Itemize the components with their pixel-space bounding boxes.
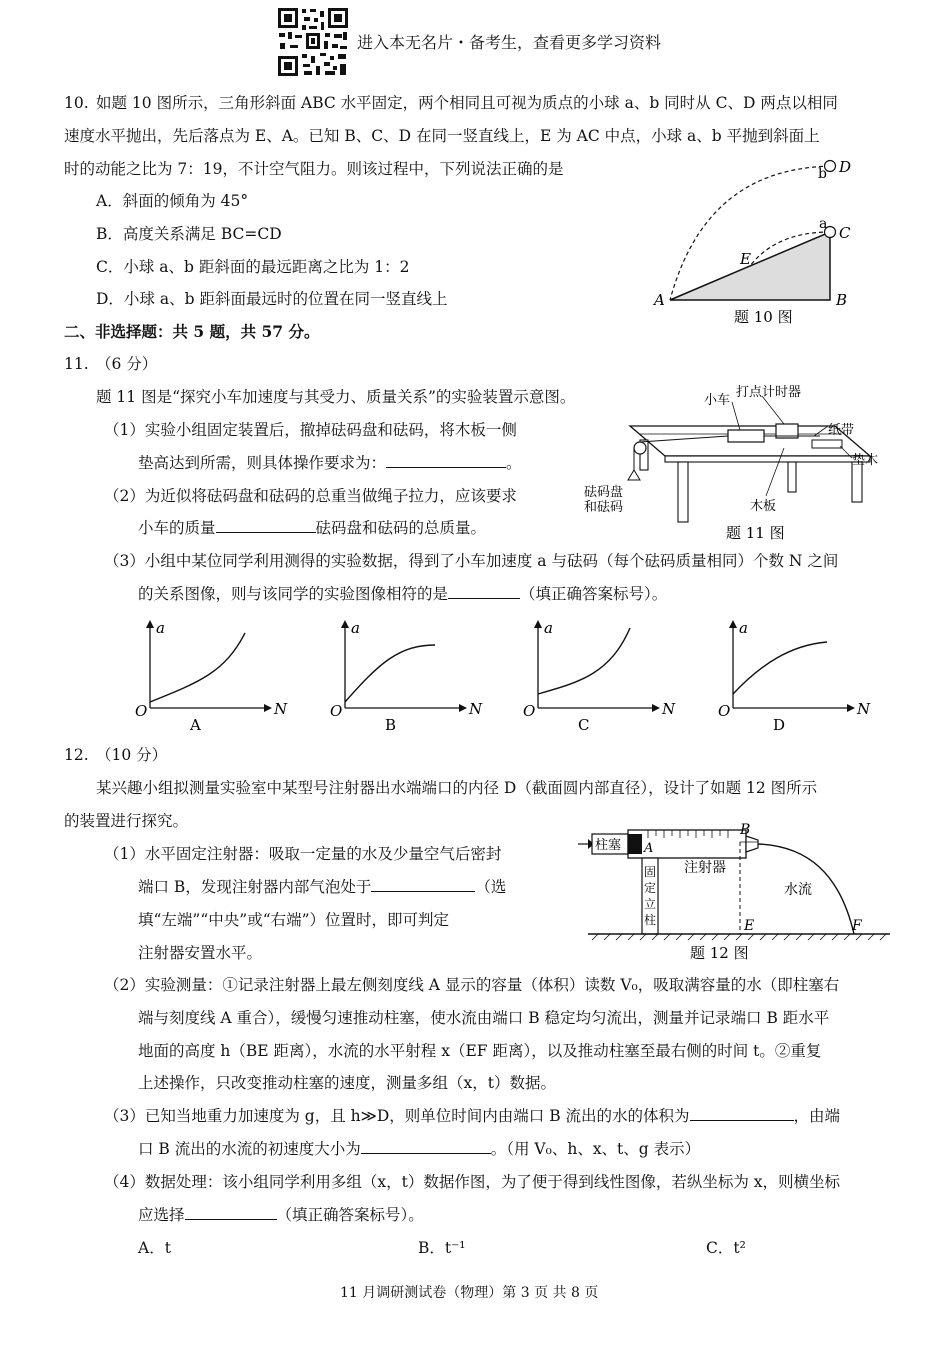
label-b-ball: b [818, 166, 827, 182]
q12-option-b[interactable]: B．t⁻¹ [418, 1239, 466, 1257]
graph-x-label: N [274, 700, 288, 718]
header-qr-label: 进入本无名片・备考生，查看更多学习资料 [357, 33, 662, 52]
graph-x-label: N [857, 700, 871, 718]
q12-blank-1[interactable] [371, 877, 475, 892]
label-tape: 纸带 [828, 423, 855, 438]
q10-option-a[interactable]: A．斜面的倾角为 45° [96, 192, 249, 210]
q12-intro-line2: 的装置进行探究。 [64, 812, 189, 830]
q12-part2-line3: 地面的高度 h（BE 距离），水流的水平射程 x（EF 距离），以及推动柱塞至最右侧的时间 t。②重复 [138, 1042, 822, 1060]
graph-x-label: N [662, 700, 676, 718]
q10-option-b[interactable]: B．高度关系满足 BC=CD [96, 225, 282, 243]
q11-part1-line2: 垫高达到所需，则具体操作要求为： 。 [138, 454, 522, 472]
graph-origin-label: O [135, 702, 148, 720]
x-axis-arrow [847, 704, 855, 712]
label-plunger: 柱塞 [595, 838, 622, 853]
label-board: 木板 [750, 499, 777, 514]
q12-part1-line1: （1）水平固定注射器：吸取一定量的水及少量空气后密封 [104, 845, 502, 863]
graph-option-label: B [385, 716, 397, 734]
label-car: 小车 [704, 393, 731, 408]
label-stand-4: 柱 [644, 913, 657, 927]
label-b: B [740, 822, 751, 838]
q11-score: （6 分） [96, 355, 158, 373]
q12-option-c[interactable]: C．t² [706, 1239, 746, 1257]
label-stand-1: 固 [644, 865, 657, 879]
q12-part2-line4: 上述操作，只改变推动柱塞的速度，测量多组（x，t）数据。 [138, 1074, 556, 1092]
label-syringe: 注射器 [684, 860, 726, 876]
q12-part4-line1: （4）数据处理：该小组同学利用多组（x，t）数据作图，为了便于得到线性图像，若纵坐标为 x，则横坐标 [104, 1173, 841, 1191]
q11-part1-line1: （1）实验小组固定装置后，撤掉砝码盘和砝码，将木板一侧 [104, 421, 517, 439]
graph-origin-label: O [330, 702, 343, 720]
q10-caption: 题 10 图 [734, 308, 793, 326]
label-stand-3: 立 [644, 897, 657, 911]
q10-option-c[interactable]: C．小球 a、b 距斜面的最远距离之比为 1：2 [96, 258, 410, 276]
q11-part3-line2: 的关系图像，则与该同学的实验图像相符的是 （填正确答案标号）。 [138, 585, 668, 603]
q10-option-d[interactable]: D．小球 a、b 距斜面最远时的位置在同一竖直线上 [96, 290, 448, 308]
q12-blank-3[interactable] [361, 1139, 491, 1154]
q12-part4-line2: 应选择 （填正确答案标号）。 [138, 1206, 424, 1224]
q12-figure [578, 822, 894, 964]
q11-intro: 题 11 图是“探究小车加速度与其受力、质量关系”的实验装置示意图。 [96, 388, 576, 406]
graph-y-label: a [739, 619, 748, 637]
graph-y-label: a [351, 619, 360, 637]
label-d: D [839, 158, 852, 176]
q12-part1-line4: 注射器安置水平。 [138, 944, 263, 962]
q12-blank-2[interactable] [690, 1106, 794, 1121]
q12-number: 12. [64, 746, 89, 764]
label-e: E [740, 250, 751, 268]
label-stream: 水流 [784, 882, 812, 898]
graph-option-label: C [578, 716, 590, 734]
q12-score: （10 分） [96, 746, 168, 764]
label-f: F [852, 918, 862, 934]
label-a: A [654, 291, 665, 309]
label-pad: 垫木 [852, 453, 879, 468]
q10-stem-line1: 如题 10 图所示，三角形斜面 ABC 水平固定，两个相同且可视为质点的小球 a、b 同时从 C、D 两点以相同 [96, 94, 838, 112]
label-c: C [839, 224, 851, 242]
q10-number: 10. [64, 94, 89, 112]
graph-y-label: a [544, 619, 553, 637]
q12-intro-line1: 某兴趣小组拟测量实验室中某型号注射器出水端端口的内径 D（截面圆内部直径），设计了如题 12 图所示 [96, 779, 818, 797]
graph-origin-label: O [523, 702, 536, 720]
q12-option-a[interactable]: A．t [138, 1239, 171, 1257]
graph-option-label: D [773, 716, 786, 734]
q11-part2-line1: （2）为近似将砝码盘和砝码的总重当做绳子拉力，应该要求 [104, 487, 517, 505]
label-timer: 打点计时器 [736, 385, 802, 400]
graph-x-label: N [469, 700, 483, 718]
label-a-ball: a [819, 216, 828, 232]
q12-part3-line2: 口 B 流出的水流的初速度大小为 。（用 V₀、h、x、t、g 表示） [138, 1140, 701, 1158]
graph-option-label: A [190, 716, 201, 734]
q12-part1-line2: 端口 B，发现注射器内部气泡处于 （选 [138, 878, 507, 896]
label-e: E [744, 918, 755, 934]
label-stand-2: 定 [644, 881, 657, 895]
graph-origin-label: O [718, 702, 731, 720]
label-a: A [644, 841, 654, 856]
section-2-heading: 二、非选择题：共 5 题，共 57 分。 [64, 322, 320, 341]
q12-part2-line2: 端与刻度线 A 重合），缓慢匀速推动柱塞，使水流由端口 B 稳定均匀流出，测量并记录端口 B 距水平 [138, 1009, 830, 1027]
page-footer: 11 月调研测试卷（物理）第 3 页 共 8 页 [340, 1285, 599, 1301]
q12-blank-4[interactable] [185, 1205, 277, 1220]
label-weights-1: 砝码盘 [584, 485, 624, 500]
q11-number: 11. [64, 355, 89, 373]
q11-part2-line2: 小车的质量 砝码盘和砝码的总质量。 [138, 519, 487, 537]
q12-part1-line3: 填“左端”“中央”或“右端”）位置时，即可判定 [138, 911, 450, 929]
q11-part3-line1: （3）小组中某位同学利用测得的实验数据，得到了小车加速度 a 与砝码（每个砝码质量相同）个数 N 之间 [104, 552, 839, 570]
q10-stem-line2: 速度水平抛出，先后落点为 E、A。已知 B、C、D 在同一竖直线上，E 为 AC 中点，小球 a、b 平抛到斜面上 [64, 127, 820, 145]
y-axis-arrow [729, 620, 737, 628]
graph-curve [733, 642, 827, 694]
q12-part3-line1: （3）已知当地重力加速度为 g，且 h≫D，则单位时间内由端口 B 流出的水的体积为 ，由端 [104, 1107, 841, 1125]
q10-stem-line3: 时的动能之比为 7：19，不计空气阻力。则该过程中，下列说法正确的是 [64, 160, 564, 178]
q11-caption: 题 11 图 [726, 524, 785, 542]
q12-part2-line1: （2）实验测量：①记录注射器上最左侧刻度线 A 显示的容量（体积）读数 V₀，吸取满容量的水（即柱塞右 [104, 976, 840, 994]
label-weights-2: 和砝码 [584, 500, 624, 515]
q12-caption: 题 12 图 [690, 944, 749, 962]
label-b: B [836, 291, 848, 309]
graph-y-label: a [156, 619, 165, 637]
